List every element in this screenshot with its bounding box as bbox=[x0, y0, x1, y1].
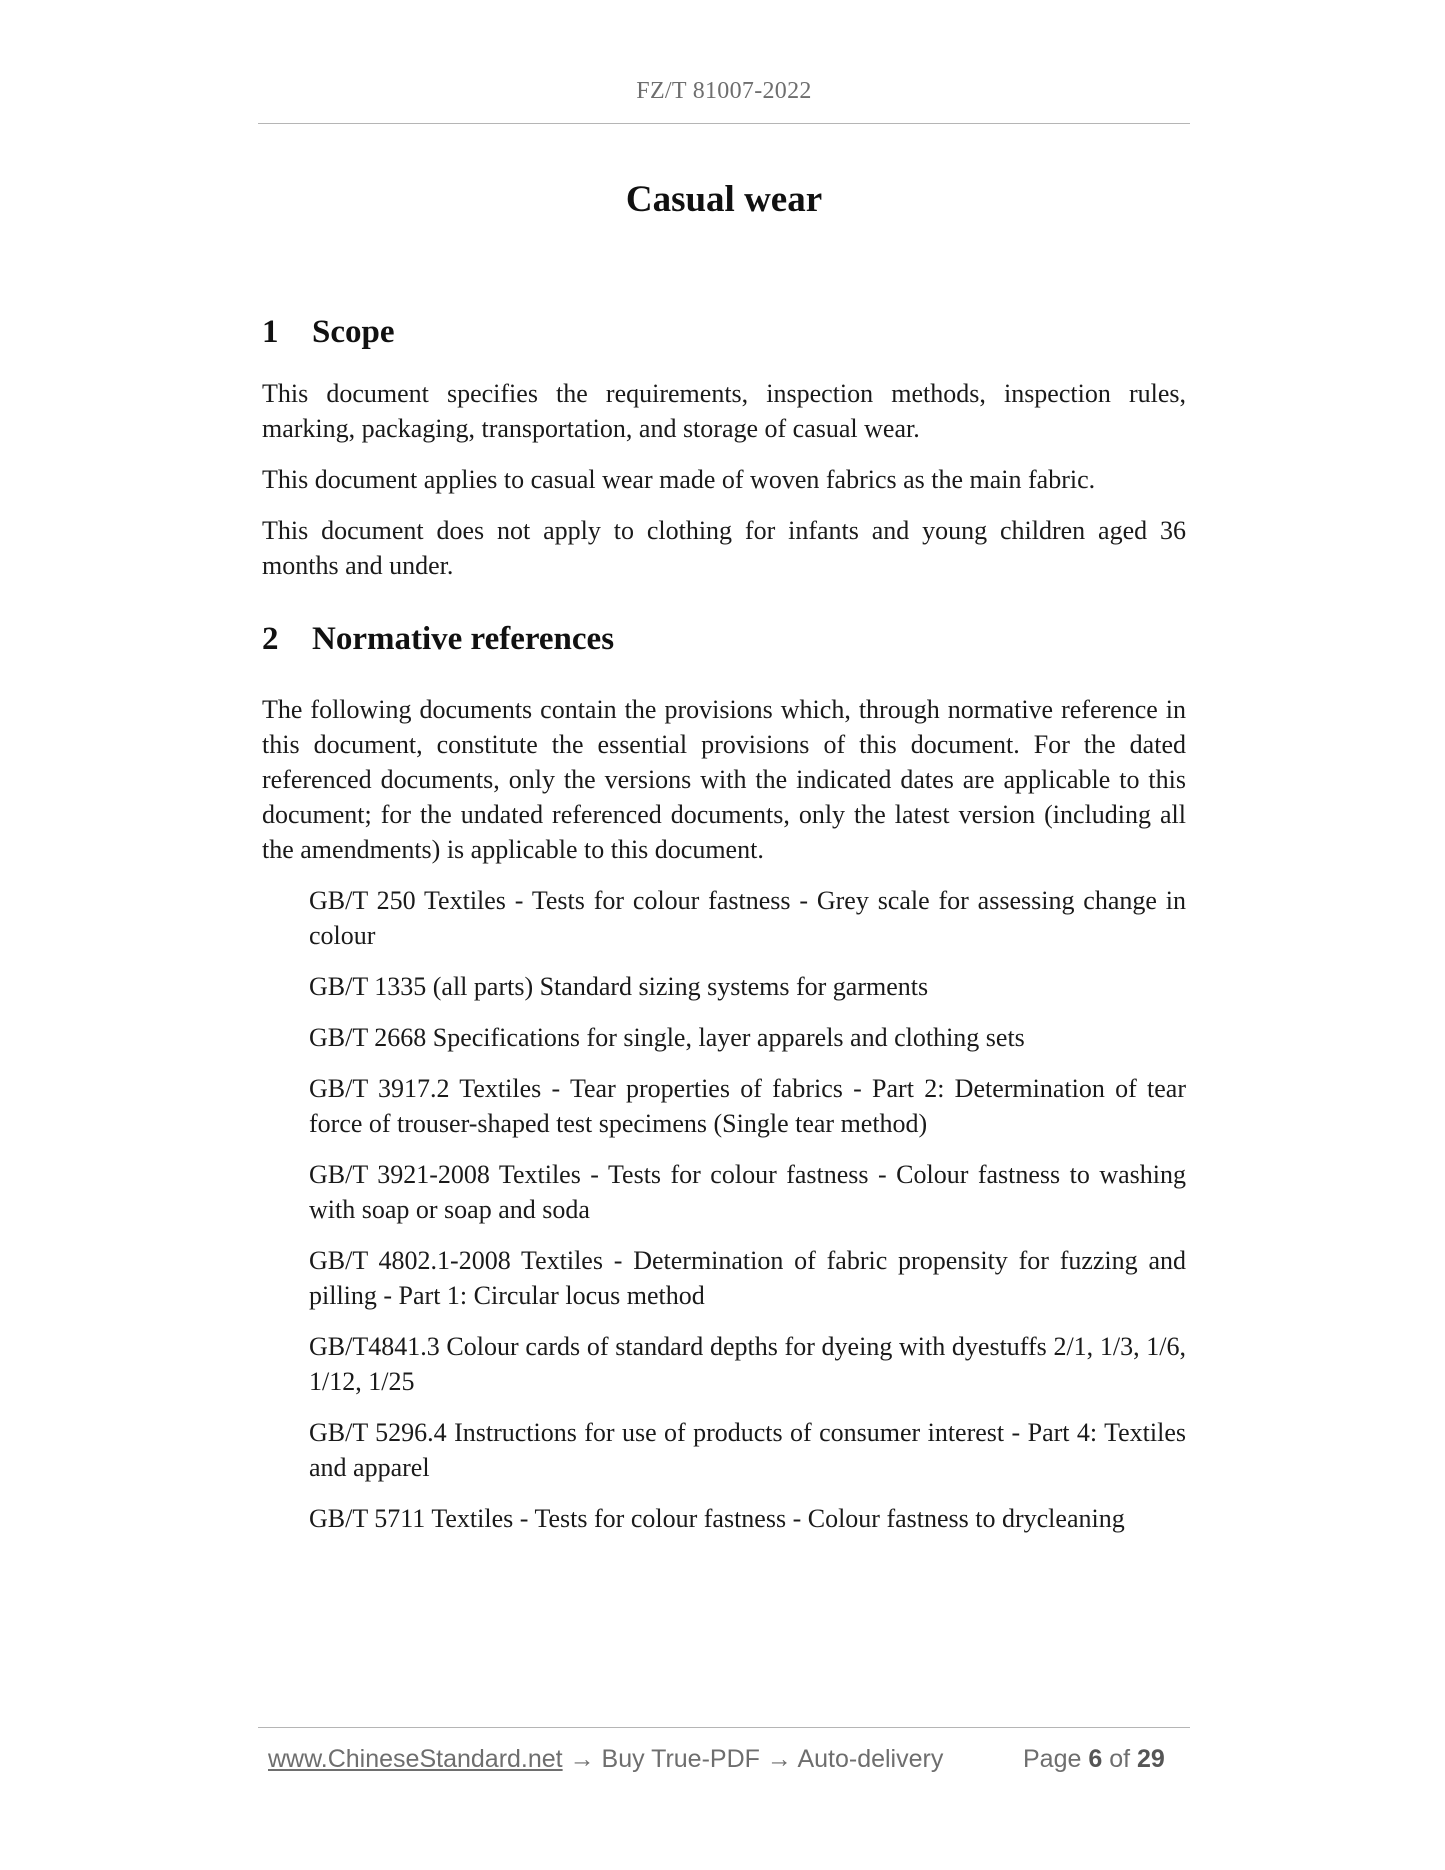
running-header: FZ/T 81007-2022 bbox=[636, 78, 812, 104]
section-title: Normative references bbox=[312, 621, 615, 657]
reference-item: GB/T 250 Textiles - Tests for colour fastness - Grey scale for assessing change in colour bbox=[309, 886, 1186, 950]
section-title: Scope bbox=[312, 314, 395, 350]
footer-promo bbox=[268, 1745, 943, 1774]
buy-pdf-label: Buy True-PDF bbox=[601, 1745, 760, 1773]
current-page-number: 6 bbox=[1088, 1745, 1103, 1773]
document-body bbox=[262, 312, 1186, 1536]
reference-item: GB/T 5711 Textiles - Tests for colour fastness - Colour fastness to drycleaning bbox=[309, 1504, 1125, 1533]
arrow-icon: → bbox=[766, 1745, 792, 1773]
header-rule bbox=[258, 123, 1190, 124]
section-number: 2 bbox=[262, 621, 279, 657]
normative-references-intro: The following documents contain the provisions which, through normative reference in this document, constitute the essential provisions of this document. For the dated referenced documents, only the versions with the indicated dates are applicable to this document; for the undated referenced documents, only the latest version (including all the amendments) is applicable to this document. bbox=[262, 695, 1186, 864]
scope-paragraph: This document specifies the requirements, inspection methods, inspection rules, marking, packaging, transportation, and storage of casual wear. bbox=[262, 379, 1186, 443]
reference-item: GB/T 2668 Specifications for single, layer apparels and clothing sets bbox=[309, 1023, 1025, 1052]
footer-rule bbox=[258, 1727, 1190, 1728]
reference-item: GB/T4841.3 Colour cards of standard depths for dyeing with dyestuffs 2/1, 1/3, 1/6, 1/12, 1/25 bbox=[309, 1332, 1186, 1396]
reference-item: GB/T 1335 (all parts) Standard sizing systems for garments bbox=[309, 972, 929, 1001]
section-heading-scope bbox=[262, 312, 1186, 352]
scope-paragraph: This document applies to casual wear made of woven fabrics as the main fabric. bbox=[262, 465, 1096, 494]
reference-item: GB/T 3917.2 Textiles - Tear properties of fabrics - Part 2: Determination of tear force of trouser-shaped test specimens (Single tear method) bbox=[309, 1074, 1186, 1138]
section-number: 1 bbox=[262, 314, 279, 350]
site-link[interactable]: www.ChineseStandard.net bbox=[268, 1745, 563, 1773]
reference-item: GB/T 5296.4 Instructions for use of products of consumer interest - Part 4: Textiles and apparel bbox=[309, 1418, 1186, 1482]
total-pages-number: 29 bbox=[1137, 1745, 1165, 1773]
auto-delivery-label: Auto-delivery bbox=[797, 1745, 944, 1773]
section-heading-normative-references bbox=[262, 619, 1186, 659]
page-word: Page bbox=[1023, 1745, 1082, 1773]
page-indicator bbox=[1023, 1745, 1165, 1774]
arrow-icon: → bbox=[569, 1745, 595, 1773]
scope-paragraph: This document does not apply to clothing for infants and young children aged 36 months and under. bbox=[262, 516, 1186, 580]
reference-item: GB/T 4802.1-2008 Textiles - Determination of fabric propensity for fuzzing and pilling - Part 1: Circular locus method bbox=[309, 1246, 1186, 1310]
reference-item: GB/T 3921-2008 Textiles - Tests for colour fastness - Colour fastness to washing with soap or soap and soda bbox=[309, 1160, 1186, 1224]
of-word: of bbox=[1109, 1745, 1131, 1773]
document-title: Casual wear bbox=[625, 179, 823, 220]
